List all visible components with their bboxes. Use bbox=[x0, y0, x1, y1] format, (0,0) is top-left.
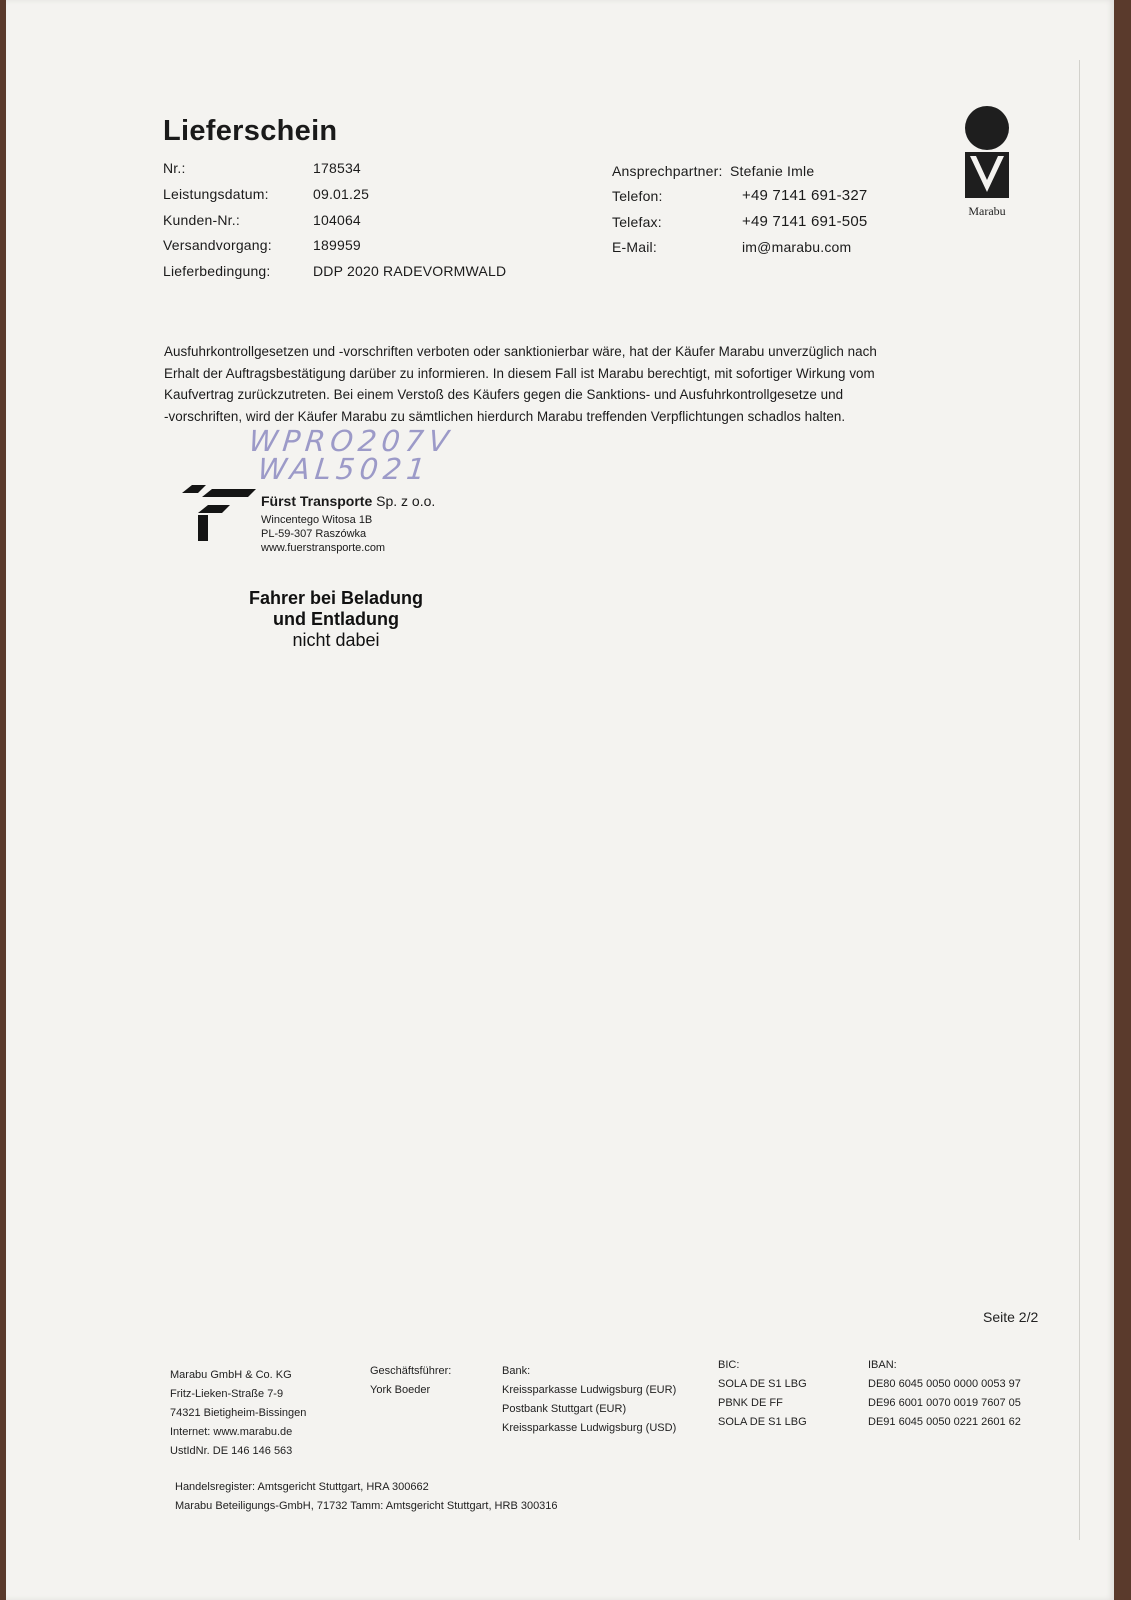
footer-company bbox=[170, 1366, 306, 1461]
paragraph-line: Ausfuhrkontrollgesetzen und -vorschriften verboten oder sanktionierbar wäre, hat der Käufer Marabu unverzüglich nach bbox=[164, 344, 877, 359]
paragraph-line: -vorschriften, wird der Käufer Marabu zu sämtlichen hierdurch Marabu treffenden Verpflichtungen schadlos halten. bbox=[164, 408, 846, 424]
field-value-terms: DDP 2020 RADEVORMWALD bbox=[313, 263, 507, 279]
carrier-stamp bbox=[261, 493, 435, 555]
contact-label-phone: Telefon: bbox=[612, 188, 663, 204]
contact-value-email: im@marabu.com bbox=[742, 239, 852, 255]
contact-fields bbox=[612, 163, 912, 263]
contact-label-person: Ansprechpartner: bbox=[612, 163, 723, 179]
page-number: Seite 2/2 bbox=[983, 1309, 1039, 1325]
document-page bbox=[6, 0, 1114, 1600]
contact-value-fax: +49 7141 691-505 bbox=[742, 213, 868, 230]
stamp-company bbox=[261, 493, 435, 509]
delivery-fields bbox=[163, 160, 583, 290]
footer-iban-line: DE80 6045 0050 0000 0053 97 bbox=[868, 1378, 1021, 1390]
logo-circle-icon bbox=[965, 106, 1009, 150]
footer-management-line: Geschäftsführer: bbox=[370, 1365, 452, 1377]
stamp-city: PL-59-307 Raszówka bbox=[261, 528, 367, 540]
stamp-street: Wincentego Witosa 1B bbox=[261, 514, 373, 526]
paragraph-line: Erhalt der Auftragsbestätigung darüber zu informieren. In diesem Fall ist Marabu berechtigt, mit sofortiger Wirkung vom bbox=[164, 365, 875, 381]
contact-value-phone: +49 7141 691-327 bbox=[742, 187, 868, 204]
field-label-date: Leistungsdatum: bbox=[163, 186, 269, 202]
paragraph-line: Kaufvertrag zurückzutreten. Bei einem Verstoß des Käufers gegen die Sanktions- und Ausfuhrkontrollgesetze und bbox=[164, 387, 844, 402]
driver-note-line2: und Entladung bbox=[273, 609, 399, 629]
legal-paragraph bbox=[164, 341, 1014, 427]
footer-company-line: 74321 Bietigheim-Bissingen bbox=[170, 1407, 307, 1419]
field-label-shipping: Versandvorgang: bbox=[163, 237, 272, 253]
contact-label-email: E-Mail: bbox=[612, 239, 657, 255]
driver-note-stamp bbox=[231, 588, 441, 651]
footer-bic-line: SOLA DE S1 LBG bbox=[718, 1378, 807, 1390]
stamp-company-name: Fürst Transporte bbox=[261, 493, 373, 509]
field-label-customer: Kunden-Nr.: bbox=[163, 212, 240, 228]
field-value-nr: 178534 bbox=[313, 160, 361, 176]
field-label-nr: Nr.: bbox=[163, 160, 186, 176]
footer-register-line: Marabu Beteiligungs-GmbH, 71732 Tamm: Amtsgericht Stuttgart, HRB 300316 bbox=[175, 1500, 558, 1512]
footer-company-line: UstIdNr. DE 146 146 563 bbox=[170, 1445, 293, 1457]
footer-iban-line: IBAN: bbox=[868, 1359, 897, 1371]
field-value-shipping: 189959 bbox=[313, 237, 361, 253]
footer-bank bbox=[502, 1362, 676, 1438]
stamp-company-form: Sp. z o.o. bbox=[372, 493, 436, 509]
document-title: Lieferschein bbox=[163, 115, 338, 147]
footer-company-line: Internet: www.marabu.de bbox=[170, 1426, 293, 1438]
footer-bank-line: Kreissparkasse Ludwigsburg (USD) bbox=[502, 1422, 677, 1434]
logo-text: Marabu bbox=[968, 204, 1006, 218]
footer-bank-line: Postbank Stuttgart (EUR) bbox=[502, 1403, 627, 1415]
driver-note-line3: nicht dabei bbox=[292, 630, 380, 650]
footer-management-line: York Boeder bbox=[370, 1384, 431, 1396]
footer-bank-line: Kreissparkasse Ludwigsburg (EUR) bbox=[502, 1384, 677, 1396]
field-value-customer: 104064 bbox=[313, 212, 361, 228]
field-label-terms: Lieferbedingung: bbox=[163, 263, 271, 279]
footer-bank-line: Bank: bbox=[502, 1365, 531, 1377]
footer-iban-line: DE96 6001 0070 0019 7607 05 bbox=[868, 1397, 1021, 1409]
footer-company-line: Fritz-Lieken-Straße 7-9 bbox=[170, 1388, 284, 1400]
footer-bic-line: BIC: bbox=[718, 1359, 740, 1371]
field-value-date: 09.01.25 bbox=[313, 186, 370, 202]
footer-register bbox=[175, 1478, 558, 1516]
handwritten-note-1: WPRO207V bbox=[247, 424, 456, 458]
fuerst-transporte-logo-icon bbox=[178, 483, 258, 555]
contact-label-fax: Telefax: bbox=[612, 214, 662, 230]
footer-bic-line: SOLA DE S1 LBG bbox=[718, 1416, 807, 1428]
contact-value-person: Stefanie Imle bbox=[730, 163, 815, 179]
footer-iban bbox=[868, 1356, 1021, 1432]
footer-bic-line: PBNK DE FF bbox=[718, 1397, 783, 1409]
footer-iban-line: DE91 6045 0050 0221 2601 62 bbox=[868, 1416, 1021, 1428]
marabu-logo bbox=[964, 106, 1010, 226]
driver-note-word: Fahrer bbox=[248, 588, 305, 608]
footer-register-line: Handelsregister: Amtsgericht Stuttgart, HRA 300662 bbox=[175, 1481, 429, 1493]
footer-management bbox=[370, 1362, 451, 1400]
handwritten-note-2: WAL5021 bbox=[256, 452, 432, 486]
stamp-web: www.fuerstransporte.com bbox=[261, 542, 386, 554]
footer-bic bbox=[718, 1356, 807, 1432]
driver-note-rest: bei Beladung bbox=[305, 588, 424, 608]
logo-v-icon bbox=[965, 152, 1009, 198]
footer-company-line: Marabu GmbH & Co. KG bbox=[170, 1369, 292, 1381]
